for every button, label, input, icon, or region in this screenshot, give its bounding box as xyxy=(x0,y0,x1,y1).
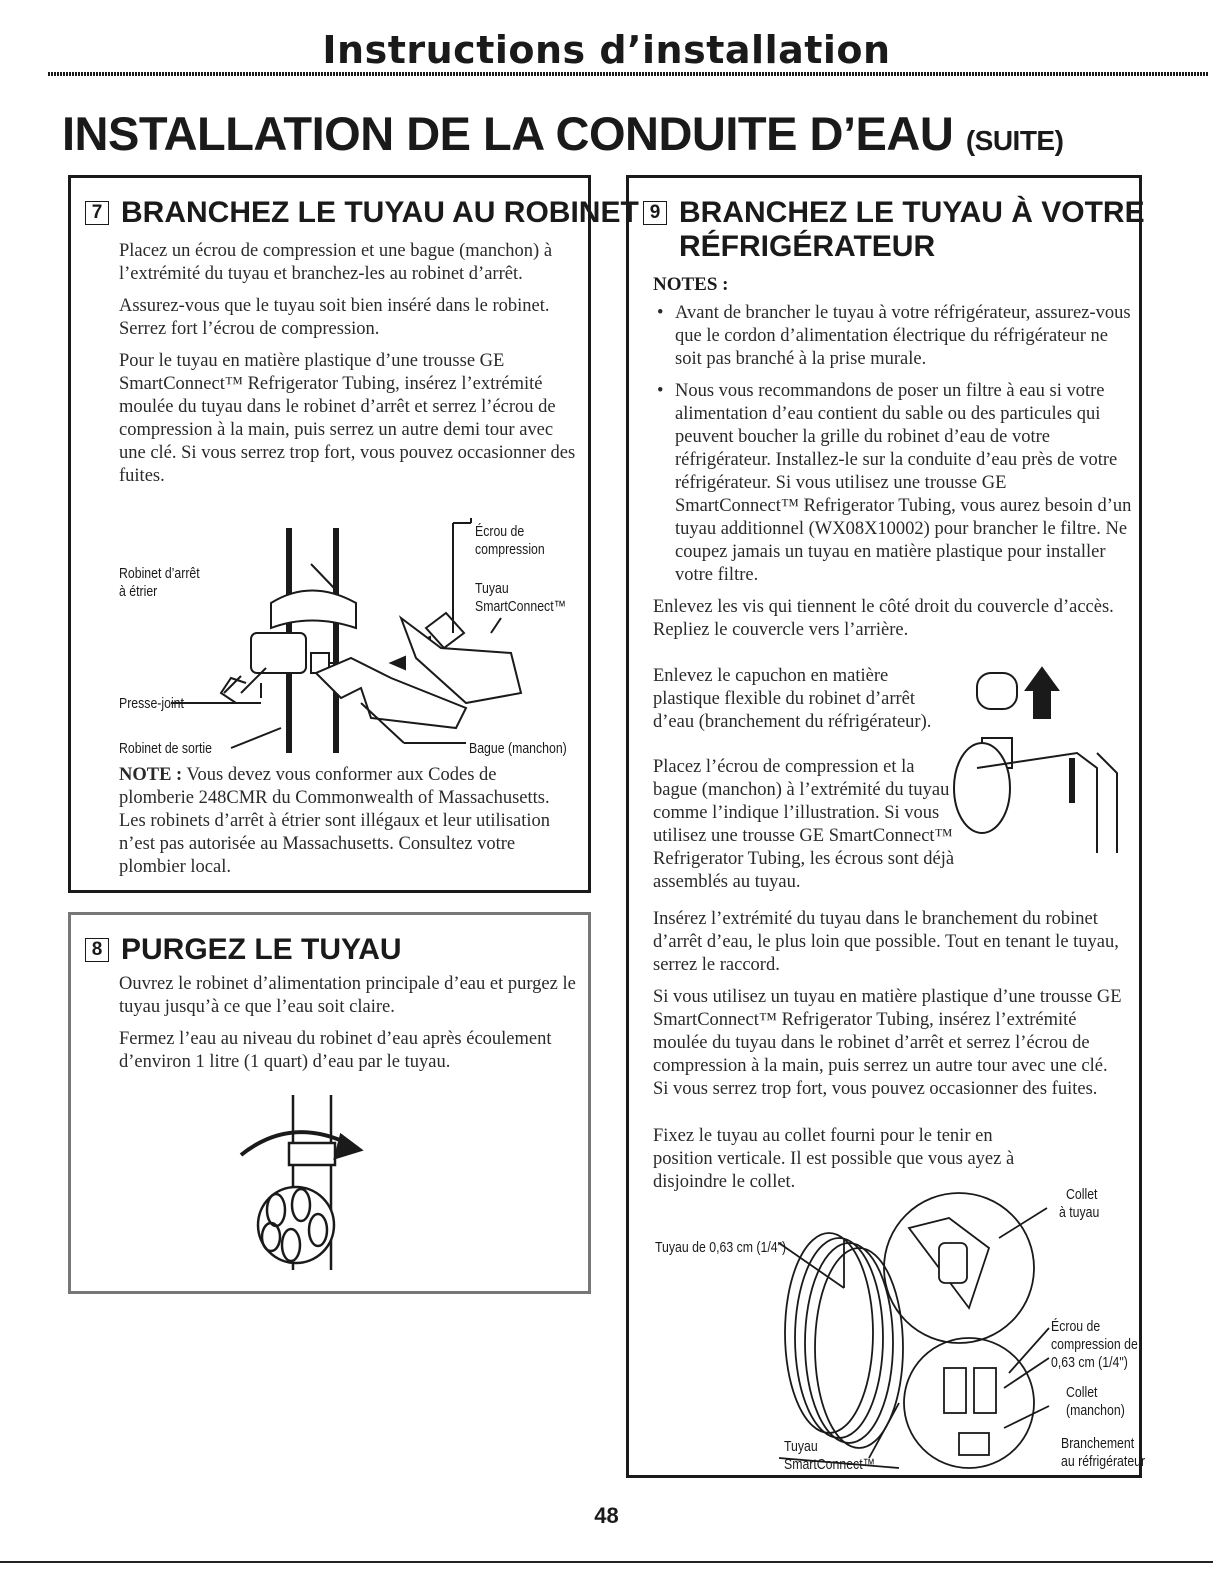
step7-paragraph: Pour le tuyau en matière plastique d’une trousse GE SmartConnect™ Refrigerator Tubing, insérez l’extrémité moulée du tuyau dans le robinet d’arrêt et serrez l’écrou de compression à la main, puis serrez un autre demi tour avec une clé. Si vous serrez trop fort, vous pouvez occasionner des fuites. xyxy=(119,351,576,486)
step7-note xyxy=(119,764,569,879)
label-ecrou: Écrou de xyxy=(1051,1318,1101,1335)
header-rule xyxy=(48,72,1208,76)
label-compression: compression xyxy=(475,541,545,558)
label-a-tuyau: à tuyau xyxy=(1059,1204,1100,1221)
step7-title: BRANCHEZ LE TUYAU AU ROBINET xyxy=(121,196,639,229)
label-collet: Collet xyxy=(1066,1186,1098,1203)
label-branchement: Branchement xyxy=(1061,1435,1135,1452)
step9-title-line1: BRANCHEZ LE TUYAU À VOTRE xyxy=(679,196,1145,229)
step9-notes-label: NOTES : xyxy=(653,274,729,295)
step8-title: PURGEZ LE TUYAU xyxy=(121,933,402,966)
step9-notes-list xyxy=(653,302,1133,587)
section-title xyxy=(62,106,1063,161)
step9-number: 9 xyxy=(643,201,667,225)
page-header-title: Instructions d’installation xyxy=(322,28,891,72)
label-smartconnect-tuyau: SmartConnect™ xyxy=(784,1456,875,1473)
step9-note-item: • Avant de brancher le tuyau à votre réfrigérateur, assurez-vous que le cordon d’alimentation électrique du réfrigérateur ne soit pas branché à la prise murale. xyxy=(653,302,1133,371)
step9-paragraph: Insérez l’extrémité du tuyau dans le branchement du robinet d’arrêt d’eau, le plus loin que possible. Tout en tenant le tuyau, serrez le raccord. xyxy=(653,909,1119,975)
step9-paragraph: Fixez le tuyau au collet fourni pour le tenir en position verticale. Il est possible que vous ayez à disjoindre le collet. xyxy=(653,1126,1015,1192)
step7-header xyxy=(85,196,639,230)
step9-title-line2: RÉFRIGÉRATEUR xyxy=(679,230,936,263)
label-presse-joint: Presse-joint xyxy=(119,695,184,712)
label-au-refrigerateur: au réfrigérateur xyxy=(1061,1453,1146,1470)
step9-note-item: • Nous vous recommandons de poser un filtre à eau si votre alimentation d’eau contient du sable ou des particules qui peuvent boucher la grille du robinet d’eau de votre réfrigérateur. Installez-le sur la conduite d’eau près de votre réfrigérateur. Si vous utilisez une trousse GE SmartConnect™ Refrigerator Tubing, vous aurez besoin d’un tuyau additionnel (WX08X10002) pour brancher le filtre. Ne coupez jamais un tuyau en matière plastique pour installer votre filtre. xyxy=(653,380,1133,587)
step7-paragraph: Placez un écrou de compression et une bague (manchon) à l’extrémité du tuyau et branchez-les au robinet d’arrêt. xyxy=(119,241,553,284)
label-ecrou: Écrou de xyxy=(475,523,525,540)
label-tuyau: Tuyau xyxy=(475,580,509,597)
step9-header xyxy=(643,196,1145,230)
step7-paragraph: Assurez-vous que le tuyau soit bien inséré dans le robinet. Serrez fort l’écrou de compression. xyxy=(119,296,550,339)
label-robinet-sortie: Robinet de sortie xyxy=(119,740,212,757)
shutoff-valve-illustration xyxy=(947,653,1137,858)
label-robinet-arret: Robinet d’arrêt xyxy=(119,565,200,582)
step9-paragraph: Si vous utilisez un tuyau en matière plastique d’une trousse GE SmartConnect™ Refrigerator Tubing, insérez l’extrémité moulée du tuyau dans le robinet d’arrêt et serrez l’écrou de compression à la main, puis serrez un autre tour avec une clé. Si vous serrez trop fort, vous pouvez occasionner des fuites. xyxy=(653,987,1122,1099)
label-tuyau-smart: Tuyau xyxy=(784,1438,818,1455)
step9-paragraph: Enlevez les vis qui tiennent le côté droit du couvercle d’accès. Repliez le couvercle vers l’arrière. xyxy=(653,597,1114,640)
label-manchon: (manchon) xyxy=(1066,1402,1125,1419)
bottom-rule xyxy=(0,1561,1213,1563)
step9-box xyxy=(626,175,1146,1478)
label-bague: Bague (manchon) xyxy=(469,740,567,757)
step7-text xyxy=(119,240,577,497)
label-size: 0,63 cm (1/4") xyxy=(1051,1354,1128,1371)
step8-paragraph: Fermez l’eau au niveau du robinet d’eau après écoulement d’environ 1 litre (1 quart) d’eau par le tuyau. xyxy=(119,1029,552,1072)
step8-text xyxy=(119,973,577,1083)
section-title-suffix: (SUITE) xyxy=(965,125,1064,156)
section-title-text: INSTALLATION DE LA CONDUITE D’EAU xyxy=(62,107,954,160)
step8-paragraph: Ouvrez le robinet d’alimentation principale d’eau et purgez le tuyau jusqu’à ce que l’eau soit claire. xyxy=(119,974,576,1017)
label-compression: compression de xyxy=(1051,1336,1138,1353)
step9-text xyxy=(653,274,1133,651)
label-a-etrier: à étrier xyxy=(119,583,158,600)
step7-note-label: NOTE : xyxy=(119,765,183,785)
step7-number: 7 xyxy=(85,201,109,225)
purge-valve-illustration xyxy=(201,1095,401,1275)
step8-header xyxy=(85,933,402,967)
step7-box xyxy=(68,175,639,893)
step7-note-text: Vous devez vous conformer aux Codes de plomberie 248CMR du Commonwealth of Massachusetts. Les robinets d’arrêt à étrier sont illégaux et leur utilisation n’est pas autorisée au Massachusetts. Consultez votre plombier local. xyxy=(119,765,551,877)
step8-box xyxy=(68,912,591,1294)
label-tuyau-063: Tuyau de 0,63 cm (1/4") xyxy=(655,1239,787,1256)
label-smartconnect: SmartConnect™ xyxy=(475,598,566,615)
label-collet-manchon: Collet xyxy=(1066,1384,1098,1401)
step9-paragraph: Placez l’écrou de compression et la bague (manchon) à l’extrémité du tuyau comme l’indique l’illustration. Si vous utilisez une trousse GE SmartConnect™ Refrigerator Tubing, les écrous sont déjà assemblés au tuyau. xyxy=(653,757,955,892)
step8-number: 8 xyxy=(85,938,109,962)
step9-paragraph: Enlevez le capuchon en matière plastique flexible du robinet d’arrêt d’eau (branchement du réfrigérateur). xyxy=(653,666,932,732)
page-number: 48 xyxy=(594,1503,619,1528)
step9-paragraph-insert xyxy=(653,908,1123,1110)
